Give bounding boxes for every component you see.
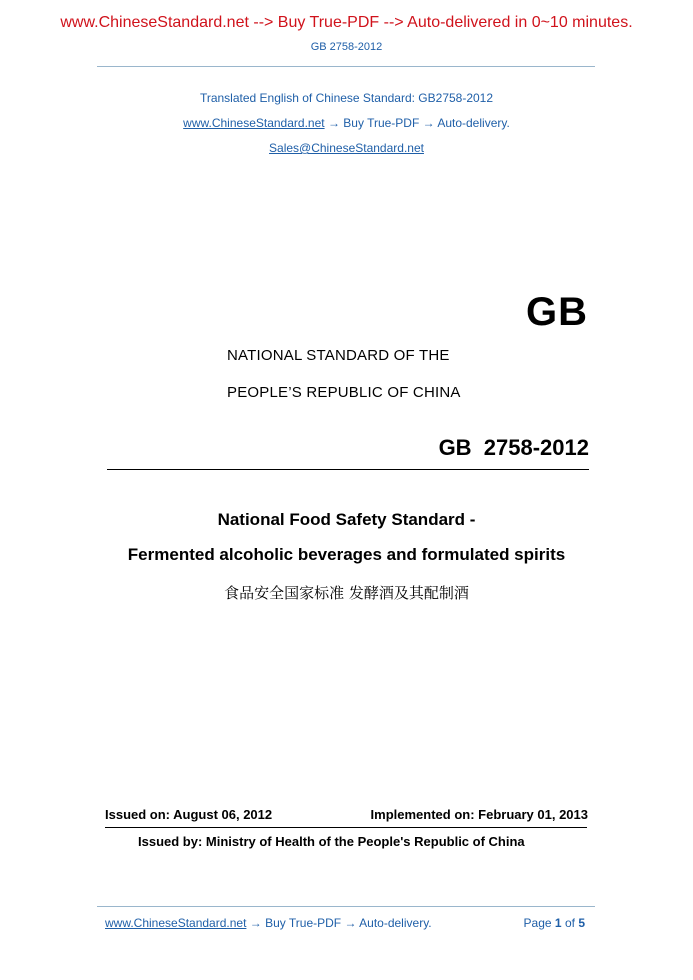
- national-standard-line-2: PEOPLE’S REPUBLIC OF CHINA: [227, 384, 461, 401]
- buy-text: Buy True-PDF: [343, 116, 420, 130]
- title-chinese: 食品安全国家标准 发酵酒及其配制酒: [224, 584, 469, 602]
- arrow-right-icon: →: [327, 116, 340, 130]
- title-line-2: Fermented alcoholic beverages and formulated spirits: [127, 545, 566, 564]
- arrow-right-icon: →: [249, 916, 262, 930]
- page-total: 5: [578, 916, 585, 930]
- header-standard-code: GB 2758-2012: [310, 41, 383, 53]
- arrow-right-icon: →: [422, 116, 435, 130]
- sales-line: [0, 141, 693, 155]
- issued-on: Issued on: August 06, 2012: [105, 807, 273, 822]
- implemented-on: Implemented on: February 01, 2013: [370, 807, 588, 822]
- page-indicator: [524, 916, 585, 930]
- national-standard-line-1: NATIONAL STANDARD OF THE: [227, 347, 450, 364]
- issue-divider: [105, 827, 587, 828]
- footer-buy-text: Buy True-PDF: [265, 916, 342, 930]
- page-number: 1: [554, 916, 562, 930]
- translated-line: Translated English of Chinese Standard: GB2758-2012: [199, 91, 494, 105]
- gb-mark: GB: [526, 290, 588, 334]
- footer-autodelivery-text: Auto-delivery.: [359, 916, 432, 930]
- page-label: Page: [523, 916, 552, 930]
- promo-banner[interactable]: www.ChineseStandard.net --> Buy True-PDF --> Auto-delivered in 0~10 minutes.: [60, 14, 633, 31]
- header-divider: [97, 66, 595, 67]
- site-link[interactable]: www.ChineseStandard.net: [183, 116, 325, 130]
- of-label: of: [564, 916, 575, 930]
- arrow-right-icon: →: [344, 916, 357, 930]
- standard-code: GB 2758-2012: [438, 435, 589, 460]
- footer-site-link[interactable]: www.ChineseStandard.net: [105, 916, 247, 930]
- autodelivery-text: Auto-delivery.: [437, 116, 510, 130]
- title-line-1: National Food Safety Standard -: [217, 510, 476, 529]
- issued-by: Issued by: Ministry of Health of the People's Republic of China: [138, 834, 525, 849]
- footer-divider: [97, 906, 595, 907]
- sales-email-link[interactable]: Sales@ChineseStandard.net: [269, 141, 424, 155]
- code-divider: [107, 469, 589, 470]
- footer-links: [105, 916, 432, 930]
- buy-line: [0, 116, 693, 130]
